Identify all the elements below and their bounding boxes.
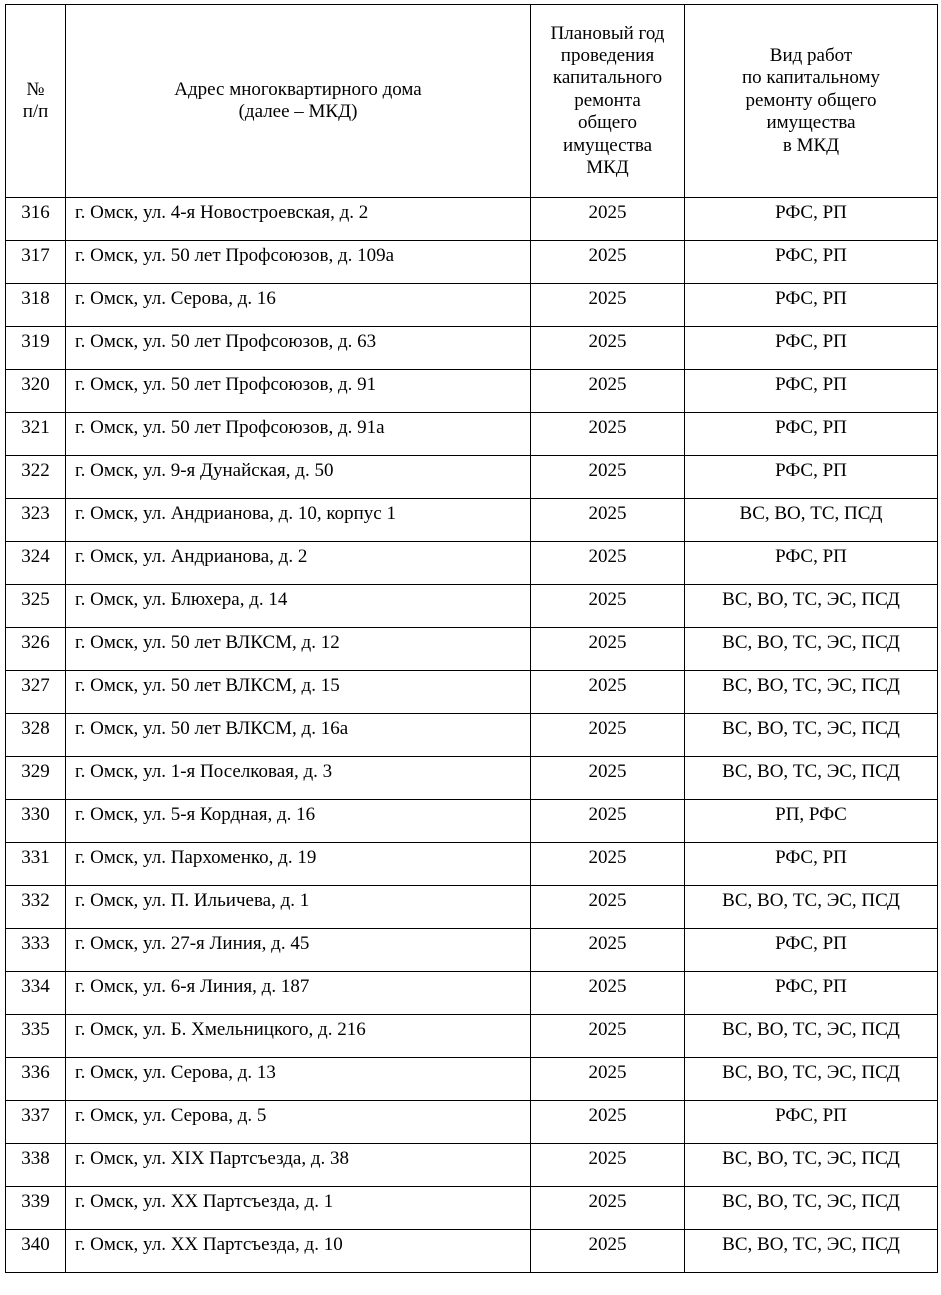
row-number: 316 [6, 198, 66, 241]
table-row [6, 413, 938, 456]
row-work-type: РФС, РП [685, 241, 938, 284]
row-year: 2025 [531, 1015, 685, 1058]
row-work-type: ВС, ВО, ТС, ЭС, ПСД [685, 628, 938, 671]
table-row [6, 929, 938, 972]
row-address: г. Омск, ул. 50 лет Профсоюзов, д. 63 [66, 327, 531, 370]
row-address: г. Омск, ул. 4-я Новостроевская, д. 2 [66, 198, 531, 241]
row-number: 326 [6, 628, 66, 671]
row-number: 321 [6, 413, 66, 456]
table-row [6, 628, 938, 671]
row-address: г. Омск, ул. 50 лет ВЛКСМ, д. 16а [66, 714, 531, 757]
row-number: 317 [6, 241, 66, 284]
row-address: г. Омск, ул. Андрианова, д. 10, корпус 1 [66, 499, 531, 542]
row-number: 331 [6, 843, 66, 886]
row-work-type: ВС, ВО, ТС, ЭС, ПСД [685, 1015, 938, 1058]
row-address: г. Омск, ул. Пархоменко, д. 19 [66, 843, 531, 886]
row-number: 320 [6, 370, 66, 413]
row-number: 340 [6, 1230, 66, 1273]
table-row [6, 1230, 938, 1273]
row-number: 327 [6, 671, 66, 714]
row-year: 2025 [531, 1230, 685, 1273]
row-work-type: РФС, РП [685, 542, 938, 585]
row-work-type: РФС, РП [685, 843, 938, 886]
row-address: г. Омск, ул. Б. Хмельницкого, д. 216 [66, 1015, 531, 1058]
row-year: 2025 [531, 714, 685, 757]
row-address: г. Омск, ул. 50 лет ВЛКСМ, д. 15 [66, 671, 531, 714]
row-address: г. Омск, ул. Андрианова, д. 2 [66, 542, 531, 585]
row-year: 2025 [531, 499, 685, 542]
table-row [6, 456, 938, 499]
table-row [6, 671, 938, 714]
row-number: 324 [6, 542, 66, 585]
header-number: № п/п [6, 5, 66, 198]
row-number: 338 [6, 1144, 66, 1187]
row-year: 2025 [531, 843, 685, 886]
row-work-type: ВС, ВО, ТС, ЭС, ПСД [685, 1058, 938, 1101]
row-address: г. Омск, ул. 6-я Линия, д. 187 [66, 972, 531, 1015]
row-year: 2025 [531, 757, 685, 800]
row-work-type: ВС, ВО, ТС, ЭС, ПСД [685, 714, 938, 757]
row-year: 2025 [531, 241, 685, 284]
row-address: г. Омск, ул. 1-я Поселковая, д. 3 [66, 757, 531, 800]
row-number: 336 [6, 1058, 66, 1101]
row-work-type: РФС, РП [685, 284, 938, 327]
row-work-type: ВС, ВО, ТС, ЭС, ПСД [685, 671, 938, 714]
row-number: 322 [6, 456, 66, 499]
row-year: 2025 [531, 284, 685, 327]
header-address: Адрес многоквартирного дома (далее – МКД) [66, 5, 531, 198]
row-year: 2025 [531, 1101, 685, 1144]
table-row [6, 585, 938, 628]
header-planned-year: Плановый год проведения капитального ремонта общего имущества МКД [531, 5, 685, 198]
table-row [6, 1187, 938, 1230]
row-work-type: РФС, РП [685, 456, 938, 499]
row-address: г. Омск, ул. Блюхера, д. 14 [66, 585, 531, 628]
row-work-type: ВС, ВО, ТС, ЭС, ПСД [685, 585, 938, 628]
row-number: 334 [6, 972, 66, 1015]
row-year: 2025 [531, 327, 685, 370]
row-work-type: РФС, РП [685, 370, 938, 413]
row-number: 329 [6, 757, 66, 800]
row-work-type: РФС, РП [685, 929, 938, 972]
row-year: 2025 [531, 413, 685, 456]
row-year: 2025 [531, 671, 685, 714]
row-work-type: ВС, ВО, ТС, ПСД [685, 499, 938, 542]
row-number: 318 [6, 284, 66, 327]
row-work-type: РФС, РП [685, 972, 938, 1015]
row-number: 332 [6, 886, 66, 929]
row-number: 325 [6, 585, 66, 628]
row-address: г. Омск, ул. Серова, д. 5 [66, 1101, 531, 1144]
row-work-type: ВС, ВО, ТС, ЭС, ПСД [685, 1187, 938, 1230]
row-address: г. Омск, ул. 50 лет Профсоюзов, д. 109а [66, 241, 531, 284]
row-address: г. Омск, ул. 50 лет Профсоюзов, д. 91 [66, 370, 531, 413]
row-work-type: РП, РФС [685, 800, 938, 843]
header-work-type: Вид работ по капитальному ремонту общего имущества в МКД [685, 5, 938, 198]
row-year: 2025 [531, 198, 685, 241]
repair-schedule-table [5, 4, 938, 1273]
row-number: 333 [6, 929, 66, 972]
table-row [6, 800, 938, 843]
row-address: г. Омск, ул. 27-я Линия, д. 45 [66, 929, 531, 972]
row-year: 2025 [531, 1187, 685, 1230]
row-number: 323 [6, 499, 66, 542]
row-work-type: ВС, ВО, ТС, ЭС, ПСД [685, 1230, 938, 1273]
table-row [6, 542, 938, 585]
table-row [6, 843, 938, 886]
row-address: г. Омск, ул. 50 лет ВЛКСМ, д. 12 [66, 628, 531, 671]
row-work-type: РФС, РП [685, 413, 938, 456]
row-work-type: ВС, ВО, ТС, ЭС, ПСД [685, 1144, 938, 1187]
row-year: 2025 [531, 628, 685, 671]
row-year: 2025 [531, 585, 685, 628]
row-work-type: РФС, РП [685, 198, 938, 241]
row-number: 335 [6, 1015, 66, 1058]
table-row [6, 198, 938, 241]
row-year: 2025 [531, 456, 685, 499]
row-year: 2025 [531, 1058, 685, 1101]
row-work-type: ВС, ВО, ТС, ЭС, ПСД [685, 757, 938, 800]
row-address: г. Омск, ул. Серова, д. 16 [66, 284, 531, 327]
row-work-type: РФС, РП [685, 327, 938, 370]
row-year: 2025 [531, 929, 685, 972]
row-number: 328 [6, 714, 66, 757]
row-address: г. Омск, ул. XIX Партсъезда, д. 38 [66, 1144, 531, 1187]
table-row [6, 327, 938, 370]
table-row [6, 1015, 938, 1058]
table-row [6, 972, 938, 1015]
row-year: 2025 [531, 542, 685, 585]
table-row [6, 499, 938, 542]
table-row [6, 1058, 938, 1101]
table-header-row [6, 5, 938, 198]
row-address: г. Омск, ул. П. Ильичева, д. 1 [66, 886, 531, 929]
row-address: г. Омск, ул. 5-я Кордная, д. 16 [66, 800, 531, 843]
row-year: 2025 [531, 800, 685, 843]
table-row [6, 1101, 938, 1144]
row-work-type: РФС, РП [685, 1101, 938, 1144]
table-row [6, 241, 938, 284]
row-address: г. Омск, ул. 9-я Дунайская, д. 50 [66, 456, 531, 499]
table-row [6, 714, 938, 757]
row-year: 2025 [531, 1144, 685, 1187]
row-year: 2025 [531, 972, 685, 1015]
table-row [6, 757, 938, 800]
table-row [6, 284, 938, 327]
row-address: г. Омск, ул. Серова, д. 13 [66, 1058, 531, 1101]
table-row [6, 1144, 938, 1187]
row-address: г. Омск, ул. XX Партсъезда, д. 10 [66, 1230, 531, 1273]
row-year: 2025 [531, 370, 685, 413]
row-year: 2025 [531, 886, 685, 929]
table-row [6, 886, 938, 929]
table-row [6, 370, 938, 413]
row-number: 330 [6, 800, 66, 843]
row-work-type: ВС, ВО, ТС, ЭС, ПСД [685, 886, 938, 929]
row-address: г. Омск, ул. XX Партсъезда, д. 1 [66, 1187, 531, 1230]
row-address: г. Омск, ул. 50 лет Профсоюзов, д. 91а [66, 413, 531, 456]
row-number: 339 [6, 1187, 66, 1230]
row-number: 337 [6, 1101, 66, 1144]
table-body [6, 198, 938, 1273]
row-number: 319 [6, 327, 66, 370]
